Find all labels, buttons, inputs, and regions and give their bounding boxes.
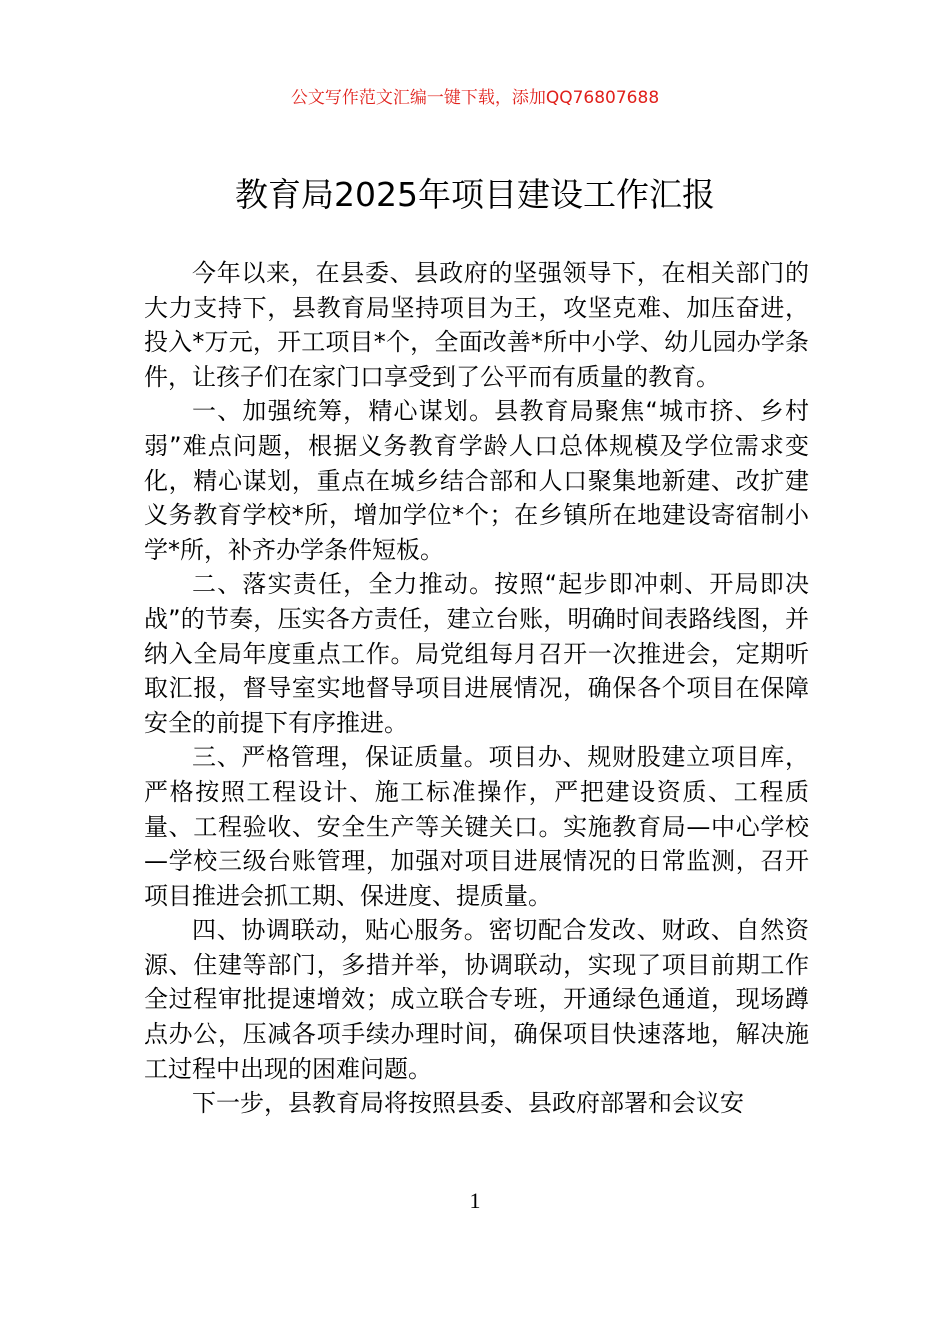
- document-body: [144, 256, 809, 1121]
- paragraph-section-4: 四、协调联动，贴心服务。密切配合发改、财政、自然资源、住建等部门，多措并举，协调联动，实现了项目前期工作全过程审批提速增效；成立联合专班，开通绿色通道，现场蹲点办公，压减各项手续办理时间，确保项目快速落地，解决施工过程中出现的困难问题。: [144, 916, 809, 1083]
- download-notice: 公文写作范文汇编一键下载，添加QQ76807688: [290, 88, 660, 108]
- page-number: 1: [469, 1188, 481, 1213]
- paragraph-next-steps: 下一步，县教育局将按照县委、县政府部署和会议安: [192, 1089, 744, 1118]
- paragraph-intro: 今年以来，在县委、县政府的坚强领导下，在相关部门的大力支持下，县教育局坚持项目为王，攻坚克难、加压奋进，投入*万元，开工项目*个，全面改善*所中小学、幼儿园办学条件，让孩子们在家门口享受到了公平而有质量的教育。: [144, 259, 809, 391]
- document-title: 教育局2025年项目建设工作汇报: [235, 175, 715, 214]
- paragraph-section-1: 一、加强统筹，精心谋划。县教育局聚焦“城市挤、乡村弱”难点问题，根据义务教育学龄人口总体规模及学位需求变化，精心谋划，重点在城乡结合部和人口聚集地新建、改扩建义务教育学校*所，增加学位*个；在乡镇所在地建设寄宿制小学*所，补齐办学条件短板。: [144, 397, 809, 564]
- paragraph-section-3: 三、严格管理，保证质量。项目办、规财股建立项目库，严格按照工程设计、施工标准操作，严把建设资质、工程质量、工程验收、安全生产等关键关口。实施教育局—中心学校—学校三级台账管理，加强对项目进展情况的日常监测，召开项目推进会抓工期、保进度、提质量。: [144, 743, 809, 910]
- paragraph-section-2: 二、落实责任，全力推动。按照“起步即冲刺、开局即决战”的节奏，压实各方责任，建立台账，明确时间表路线图，并纳入全局年度重点工作。局党组每月召开一次推进会，定期听取汇报，督导室实地督导项目进展情况，确保各个项目在保障安全的前提下有序推进。: [144, 570, 809, 737]
